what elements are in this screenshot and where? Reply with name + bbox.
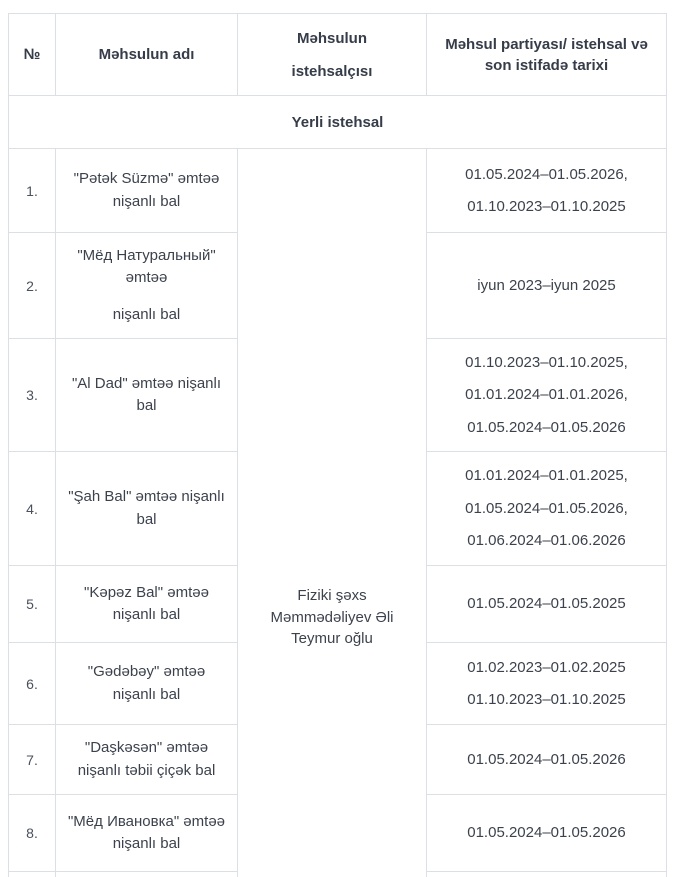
producer-cell: Fiziki şəxs Məmmədəliyev Əli Teymur oğlu — [238, 149, 427, 877]
row-number — [9, 872, 56, 877]
date-range: 01.10.2023–01.10.2025, — [465, 353, 628, 371]
header-product-name: Məhsulun adı — [56, 14, 238, 96]
row-number: 6. — [9, 643, 56, 725]
product-dates — [427, 643, 667, 725]
date-range: 01.10.2023–01.10.2025 — [467, 198, 626, 215]
product-name: "Kəpəz Bal" əmtəə nişanlı bal — [56, 566, 238, 643]
product-name: "Daşkəsən" əmtəə nişanlı təbii çiçək bal — [56, 725, 238, 795]
row-number: 8. — [9, 795, 56, 872]
product-dates — [427, 872, 667, 877]
date-range: 01.01.2024–01.01.2025, — [465, 467, 628, 485]
product-dates — [427, 452, 667, 566]
header-producer — [238, 14, 427, 96]
date-range: iyun 2023–iyun 2025 — [477, 276, 616, 294]
row-number: 3. — [9, 339, 56, 452]
product-name — [56, 872, 238, 877]
date-range: 01.05.2024–01.05.2025 — [467, 595, 626, 613]
product-dates — [427, 339, 667, 452]
date-range: 01.01.2024–01.01.2026, — [465, 386, 628, 404]
header-dates: Məhsul partiyası/ istehsal və son istifadə tarixi — [427, 14, 667, 96]
header-num: № — [9, 14, 56, 96]
header-producer-line2: istehsalçısı — [291, 62, 373, 80]
product-dates — [427, 566, 667, 643]
header-producer-line1: Məhsulun — [297, 29, 367, 47]
date-range: 01.05.2024–01.05.2026 — [467, 824, 626, 842]
product-name — [56, 233, 238, 339]
product-dates — [427, 233, 667, 339]
date-range: 01.05.2024–01.05.2026, — [465, 165, 628, 183]
section-title: Yerli istehsal — [9, 96, 667, 149]
date-range: 01.06.2024–01.06.2026 — [467, 532, 626, 550]
date-range: 01.10.2023–01.10.2025 — [467, 691, 626, 708]
product-name: "Pətək Süzmə" əmtəə nişanlı bal — [56, 149, 238, 233]
product-name: "Gədəbəy" əmtəə nişanlı bal — [56, 643, 238, 725]
product-dates — [427, 795, 667, 872]
product-name: "Şah Bal" əmtəə nişanlı bal — [56, 452, 238, 566]
product-dates — [427, 725, 667, 795]
table-row — [9, 149, 667, 233]
date-range: 01.05.2024–01.05.2026 — [467, 418, 626, 436]
product-name: "Al Dad" əmtəə nişanlı bal — [56, 339, 238, 452]
product-name: "Мёд Ивановка" əmtəə nişanlı bal — [56, 795, 238, 872]
row-number: 4. — [9, 452, 56, 566]
table-header-row — [9, 14, 667, 96]
products-table — [8, 13, 667, 877]
product-name-line: "Мёд Натуральный" əmtəə — [77, 246, 216, 287]
section-row — [9, 96, 667, 149]
date-range: 01.02.2023–01.02.2025 — [467, 658, 626, 676]
row-number: 1. — [9, 149, 56, 233]
product-dates — [427, 149, 667, 233]
row-number: 5. — [9, 566, 56, 643]
row-number: 7. — [9, 725, 56, 795]
row-number: 2. — [9, 233, 56, 339]
date-range: 01.05.2024–01.05.2026 — [467, 750, 626, 768]
product-name-line: nişanlı bal — [112, 305, 181, 323]
date-range: 01.05.2024–01.05.2026, — [465, 499, 628, 517]
